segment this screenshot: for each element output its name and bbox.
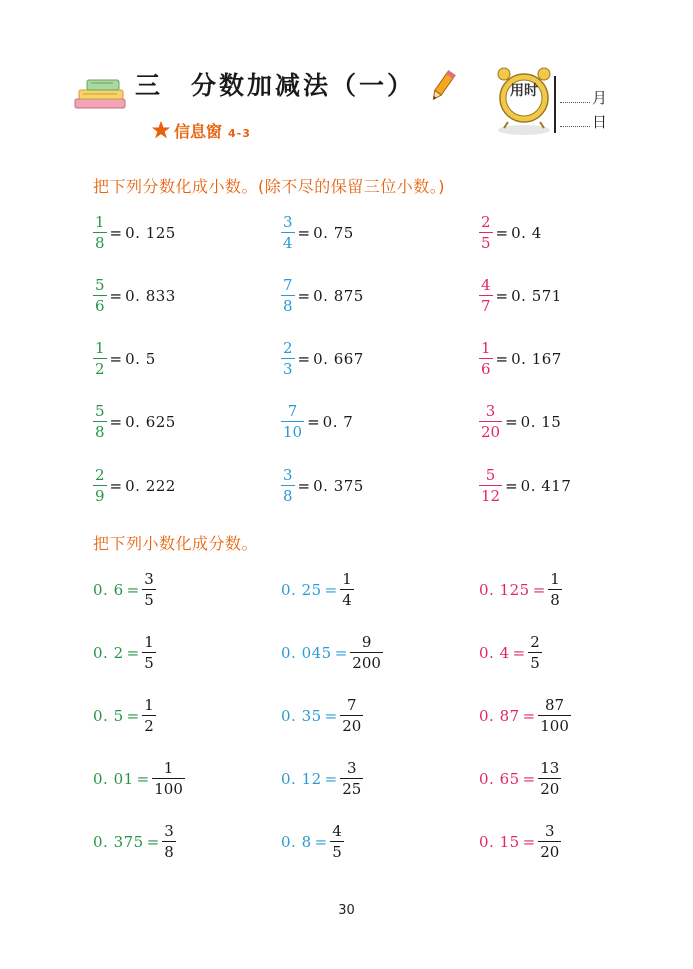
numerator: 3: [283, 212, 293, 231]
fraction-bar: [281, 232, 295, 233]
equals-sign: =: [495, 287, 509, 305]
alarm-clock-icon: [494, 64, 554, 136]
numerator: 1: [95, 212, 105, 231]
fraction: [142, 697, 156, 735]
fraction: [142, 571, 156, 609]
denominator: 9: [95, 487, 105, 506]
decimal-question: 0. 5: [93, 707, 124, 725]
denominator: 4: [342, 591, 352, 610]
fraction: [528, 634, 542, 672]
numerator: 1: [481, 338, 491, 357]
pencil-icon: [428, 70, 456, 104]
fraction-bar: [479, 232, 493, 233]
denominator: 20: [342, 717, 362, 736]
numerator: 7: [283, 275, 293, 294]
exercise-item: [281, 629, 383, 677]
fraction-bar: [93, 232, 107, 233]
exercise-item: [93, 755, 185, 803]
fraction-bar: [93, 421, 107, 422]
instruction-decimal-to-fraction: 把下列小数化成分数。: [93, 534, 259, 553]
fraction-bar: [281, 358, 295, 359]
decimal-question: 0. 2: [93, 644, 124, 662]
exercise-item: [479, 629, 542, 677]
exercise-item: [479, 755, 561, 803]
fraction-bar: [340, 589, 354, 590]
fraction: [479, 340, 493, 378]
fraction: [548, 571, 562, 609]
fraction: [479, 277, 493, 315]
month-label: 月: [592, 89, 608, 107]
numerator: 5: [485, 465, 496, 484]
denominator: 5: [481, 234, 491, 253]
fraction-bar: [142, 652, 156, 653]
equals-sign: =: [522, 833, 536, 851]
fraction: [350, 634, 383, 672]
equals-sign: =: [324, 770, 338, 788]
denominator: 6: [95, 297, 105, 316]
fraction: [281, 403, 304, 441]
fraction-bar: [350, 652, 383, 653]
exercise-item: [281, 398, 353, 446]
decimal-question: 0. 15: [479, 833, 520, 851]
numerator: 3: [144, 569, 154, 588]
exercise-item: [93, 629, 156, 677]
numerator: 3: [485, 401, 496, 420]
fraction: [93, 340, 107, 378]
denominator: 5: [332, 843, 342, 862]
fraction-bar: [479, 358, 493, 359]
unit-number: 三: [135, 71, 164, 100]
equals-sign: =: [505, 477, 518, 495]
equals-sign: =: [146, 833, 160, 851]
equals-sign: =: [522, 770, 536, 788]
exercise-item: [281, 566, 354, 614]
decimal-answer: 0. 5: [125, 350, 156, 368]
fraction: [330, 823, 344, 861]
exercise-row: [0, 629, 693, 677]
denominator: 8: [95, 423, 105, 442]
decimal-answer: 0. 15: [520, 413, 562, 431]
fraction: [281, 214, 295, 252]
exercise-row: [0, 755, 693, 803]
denominator: 6: [481, 360, 491, 379]
fraction-bar: [281, 485, 295, 486]
fraction: [479, 403, 502, 441]
exercise-item: [93, 209, 176, 257]
fraction: [162, 823, 176, 861]
exercise-item: [93, 818, 176, 866]
exercise-row: [0, 272, 693, 320]
decimal-answer: 0. 222: [125, 477, 176, 495]
equals-sign: =: [522, 707, 536, 725]
exercise-item: [93, 398, 176, 446]
fraction-bar: [528, 652, 542, 653]
fraction-bar: [142, 589, 156, 590]
denominator: 20: [540, 780, 560, 799]
fraction-bar: [479, 421, 502, 422]
clock-label: 用时: [510, 83, 538, 99]
fraction-bar: [548, 589, 562, 590]
decimal-answer: 0. 417: [520, 477, 572, 495]
decimal-question: 0. 35: [281, 707, 322, 725]
decimal-question: 0. 87: [479, 707, 520, 725]
fraction: [93, 277, 107, 315]
decimal-answer: 0. 4: [511, 224, 542, 242]
denominator: 200: [352, 654, 381, 673]
exercise-item: [281, 692, 363, 740]
fraction: [479, 214, 493, 252]
fraction: [281, 340, 295, 378]
fraction-bar: [538, 841, 561, 842]
equals-sign: =: [109, 224, 123, 242]
fraction-bar: [93, 485, 107, 486]
equals-sign: =: [297, 350, 311, 368]
equals-sign: =: [297, 287, 311, 305]
denominator: 25: [342, 780, 362, 799]
exercise-row: [0, 398, 693, 446]
denominator: 100: [154, 780, 183, 799]
denominator: 12: [481, 487, 501, 506]
info-window-code: 4-3: [228, 127, 251, 140]
decimal-answer: 0. 667: [313, 350, 364, 368]
decimal-answer: 0. 875: [313, 287, 364, 305]
decimal-question: 0. 8: [281, 833, 312, 851]
equals-sign: =: [505, 413, 518, 431]
equals-sign: =: [307, 413, 320, 431]
denominator: 8: [95, 234, 105, 253]
numerator: 1: [550, 569, 560, 588]
exercise-item: [479, 272, 562, 320]
denominator: 5: [144, 654, 154, 673]
exercise-item: [479, 209, 542, 257]
exercise-item: [93, 462, 176, 510]
denominator: 8: [164, 843, 174, 862]
equals-sign: =: [297, 224, 311, 242]
equals-sign: =: [495, 224, 509, 242]
equals-sign: =: [297, 477, 311, 495]
numerator: 7: [287, 401, 298, 420]
day-row: [560, 111, 607, 132]
day-blank: [560, 114, 590, 127]
fraction-bar: [93, 295, 107, 296]
exercise-item: [93, 566, 156, 614]
decimal-question: 0. 045: [281, 644, 332, 662]
unit-title-text: 分数加减法（一）: [191, 71, 416, 100]
fraction: [93, 214, 107, 252]
fraction-bar: [281, 421, 304, 422]
equals-sign: =: [109, 413, 123, 431]
fraction-bar: [152, 778, 185, 779]
decimal-answer: 0. 125: [125, 224, 176, 242]
page-number: 30: [338, 903, 355, 918]
unit-title: [135, 66, 415, 102]
decimal-question: 0. 4: [479, 644, 510, 662]
numerator: 7: [347, 695, 357, 714]
equals-sign: =: [126, 581, 140, 599]
fraction: [479, 467, 502, 505]
decimal-question: 0. 375: [93, 833, 144, 851]
fraction-bar: [340, 778, 363, 779]
fraction: [281, 277, 295, 315]
exercise-item: [93, 692, 156, 740]
decimal-answer: 0. 375: [313, 477, 364, 495]
fraction-bar: [162, 841, 176, 842]
decimal-question: 0. 125: [479, 581, 530, 599]
fraction: [538, 823, 561, 861]
exercise-item: [479, 335, 562, 383]
equals-sign: =: [495, 350, 509, 368]
numerator: 3: [283, 465, 293, 484]
info-window: [150, 119, 251, 142]
numerator: 5: [95, 275, 105, 294]
fraction: [538, 697, 571, 735]
decimal-question: 0. 01: [93, 770, 134, 788]
exercise-item: [281, 335, 364, 383]
numerator: 3: [545, 821, 555, 840]
exercise-item: [479, 818, 561, 866]
exercise-item: [281, 755, 363, 803]
day-label: 日: [592, 113, 608, 131]
denominator: 20: [540, 843, 560, 862]
fraction: [340, 571, 354, 609]
exercise-item: [93, 272, 176, 320]
fraction: [340, 697, 363, 735]
instruction-fraction-to-decimal: 把下列分数化成小数。(除不尽的保留三位小数。): [93, 177, 445, 196]
equals-sign: =: [109, 350, 123, 368]
equals-sign: =: [314, 833, 328, 851]
numerator: 87: [545, 695, 565, 714]
numerator: 2: [481, 212, 491, 231]
fraction: [340, 760, 363, 798]
denominator: 2: [95, 360, 105, 379]
denominator: 7: [481, 297, 491, 316]
books-icon: [73, 77, 129, 111]
numerator: 1: [144, 632, 154, 651]
denominator: 5: [144, 591, 154, 610]
decimal-answer: 0. 75: [313, 224, 354, 242]
denominator: 3: [283, 360, 293, 379]
numerator: 4: [332, 821, 342, 840]
decimal-answer: 0. 167: [511, 350, 562, 368]
date-divider: [554, 76, 556, 133]
fraction: [281, 467, 295, 505]
numerator: 2: [95, 465, 105, 484]
exercise-item: [281, 462, 364, 510]
fraction: [93, 403, 107, 441]
equals-sign: =: [109, 287, 123, 305]
exercise-item: [479, 692, 571, 740]
month-row: [560, 87, 607, 108]
fraction: [538, 760, 561, 798]
numerator: 3: [347, 758, 357, 777]
fraction-bar: [479, 295, 493, 296]
exercise-row: [0, 692, 693, 740]
decimal-answer: 0. 571: [511, 287, 562, 305]
fraction: [93, 467, 107, 505]
exercise-item: [479, 398, 561, 446]
denominator: 20: [481, 423, 501, 442]
numerator: 1: [95, 338, 105, 357]
numerator: 13: [540, 758, 560, 777]
denominator: 8: [283, 487, 293, 506]
decimal-answer: 0. 625: [125, 413, 176, 431]
exercise-item: [281, 209, 354, 257]
numerator: 9: [361, 632, 372, 651]
numerator: 5: [95, 401, 105, 420]
exercise-row: [0, 462, 693, 510]
exercise-item: [93, 335, 156, 383]
numerator: 1: [144, 695, 154, 714]
numerator: 3: [164, 821, 174, 840]
numerator: 1: [163, 758, 174, 777]
fraction-bar: [538, 778, 561, 779]
denominator: 4: [283, 234, 293, 253]
equals-sign: =: [512, 644, 526, 662]
fraction-bar: [330, 841, 344, 842]
page-header: [0, 0, 693, 150]
decimal-answer: 0. 833: [125, 287, 176, 305]
exercise-row: [0, 335, 693, 383]
numerator: 2: [530, 632, 540, 651]
fraction: [152, 760, 185, 798]
numerator: 4: [481, 275, 491, 294]
equals-sign: =: [324, 707, 338, 725]
exercise-item: [479, 462, 571, 510]
equals-sign: =: [324, 581, 338, 599]
numerator: 1: [342, 569, 352, 588]
decimal-answer: 0. 7: [322, 413, 354, 431]
fraction-bar: [479, 485, 502, 486]
equals-sign: =: [109, 477, 123, 495]
exercise-row: [0, 818, 693, 866]
denominator: 10: [283, 423, 303, 442]
denominator: 2: [144, 717, 154, 736]
equals-sign: =: [334, 644, 348, 662]
exercise-item: [281, 272, 364, 320]
denominator: 8: [550, 591, 560, 610]
month-blank: [560, 90, 590, 103]
info-window-label: 信息窗: [174, 122, 223, 141]
fraction-bar: [340, 715, 363, 716]
fraction-bar: [93, 358, 107, 359]
denominator: 8: [283, 297, 293, 316]
fraction-bar: [538, 715, 571, 716]
decimal-question: 0. 65: [479, 770, 520, 788]
decimal-question: 0. 12: [281, 770, 322, 788]
fraction: [142, 634, 156, 672]
equals-sign: =: [126, 707, 140, 725]
exercise-item: [479, 566, 562, 614]
decimal-question: 0. 6: [93, 581, 124, 599]
denominator: 100: [540, 717, 569, 736]
decimal-question: 0. 25: [281, 581, 322, 599]
denominator: 5: [530, 654, 540, 673]
exercise-row: [0, 209, 693, 257]
equals-sign: =: [532, 581, 546, 599]
exercise-row: [0, 566, 693, 614]
fraction-bar: [281, 295, 295, 296]
star-icon: [150, 120, 172, 140]
equals-sign: =: [136, 770, 150, 788]
exercise-item: [281, 818, 344, 866]
equals-sign: =: [126, 644, 140, 662]
fraction-bar: [142, 715, 156, 716]
numerator: 2: [283, 338, 293, 357]
